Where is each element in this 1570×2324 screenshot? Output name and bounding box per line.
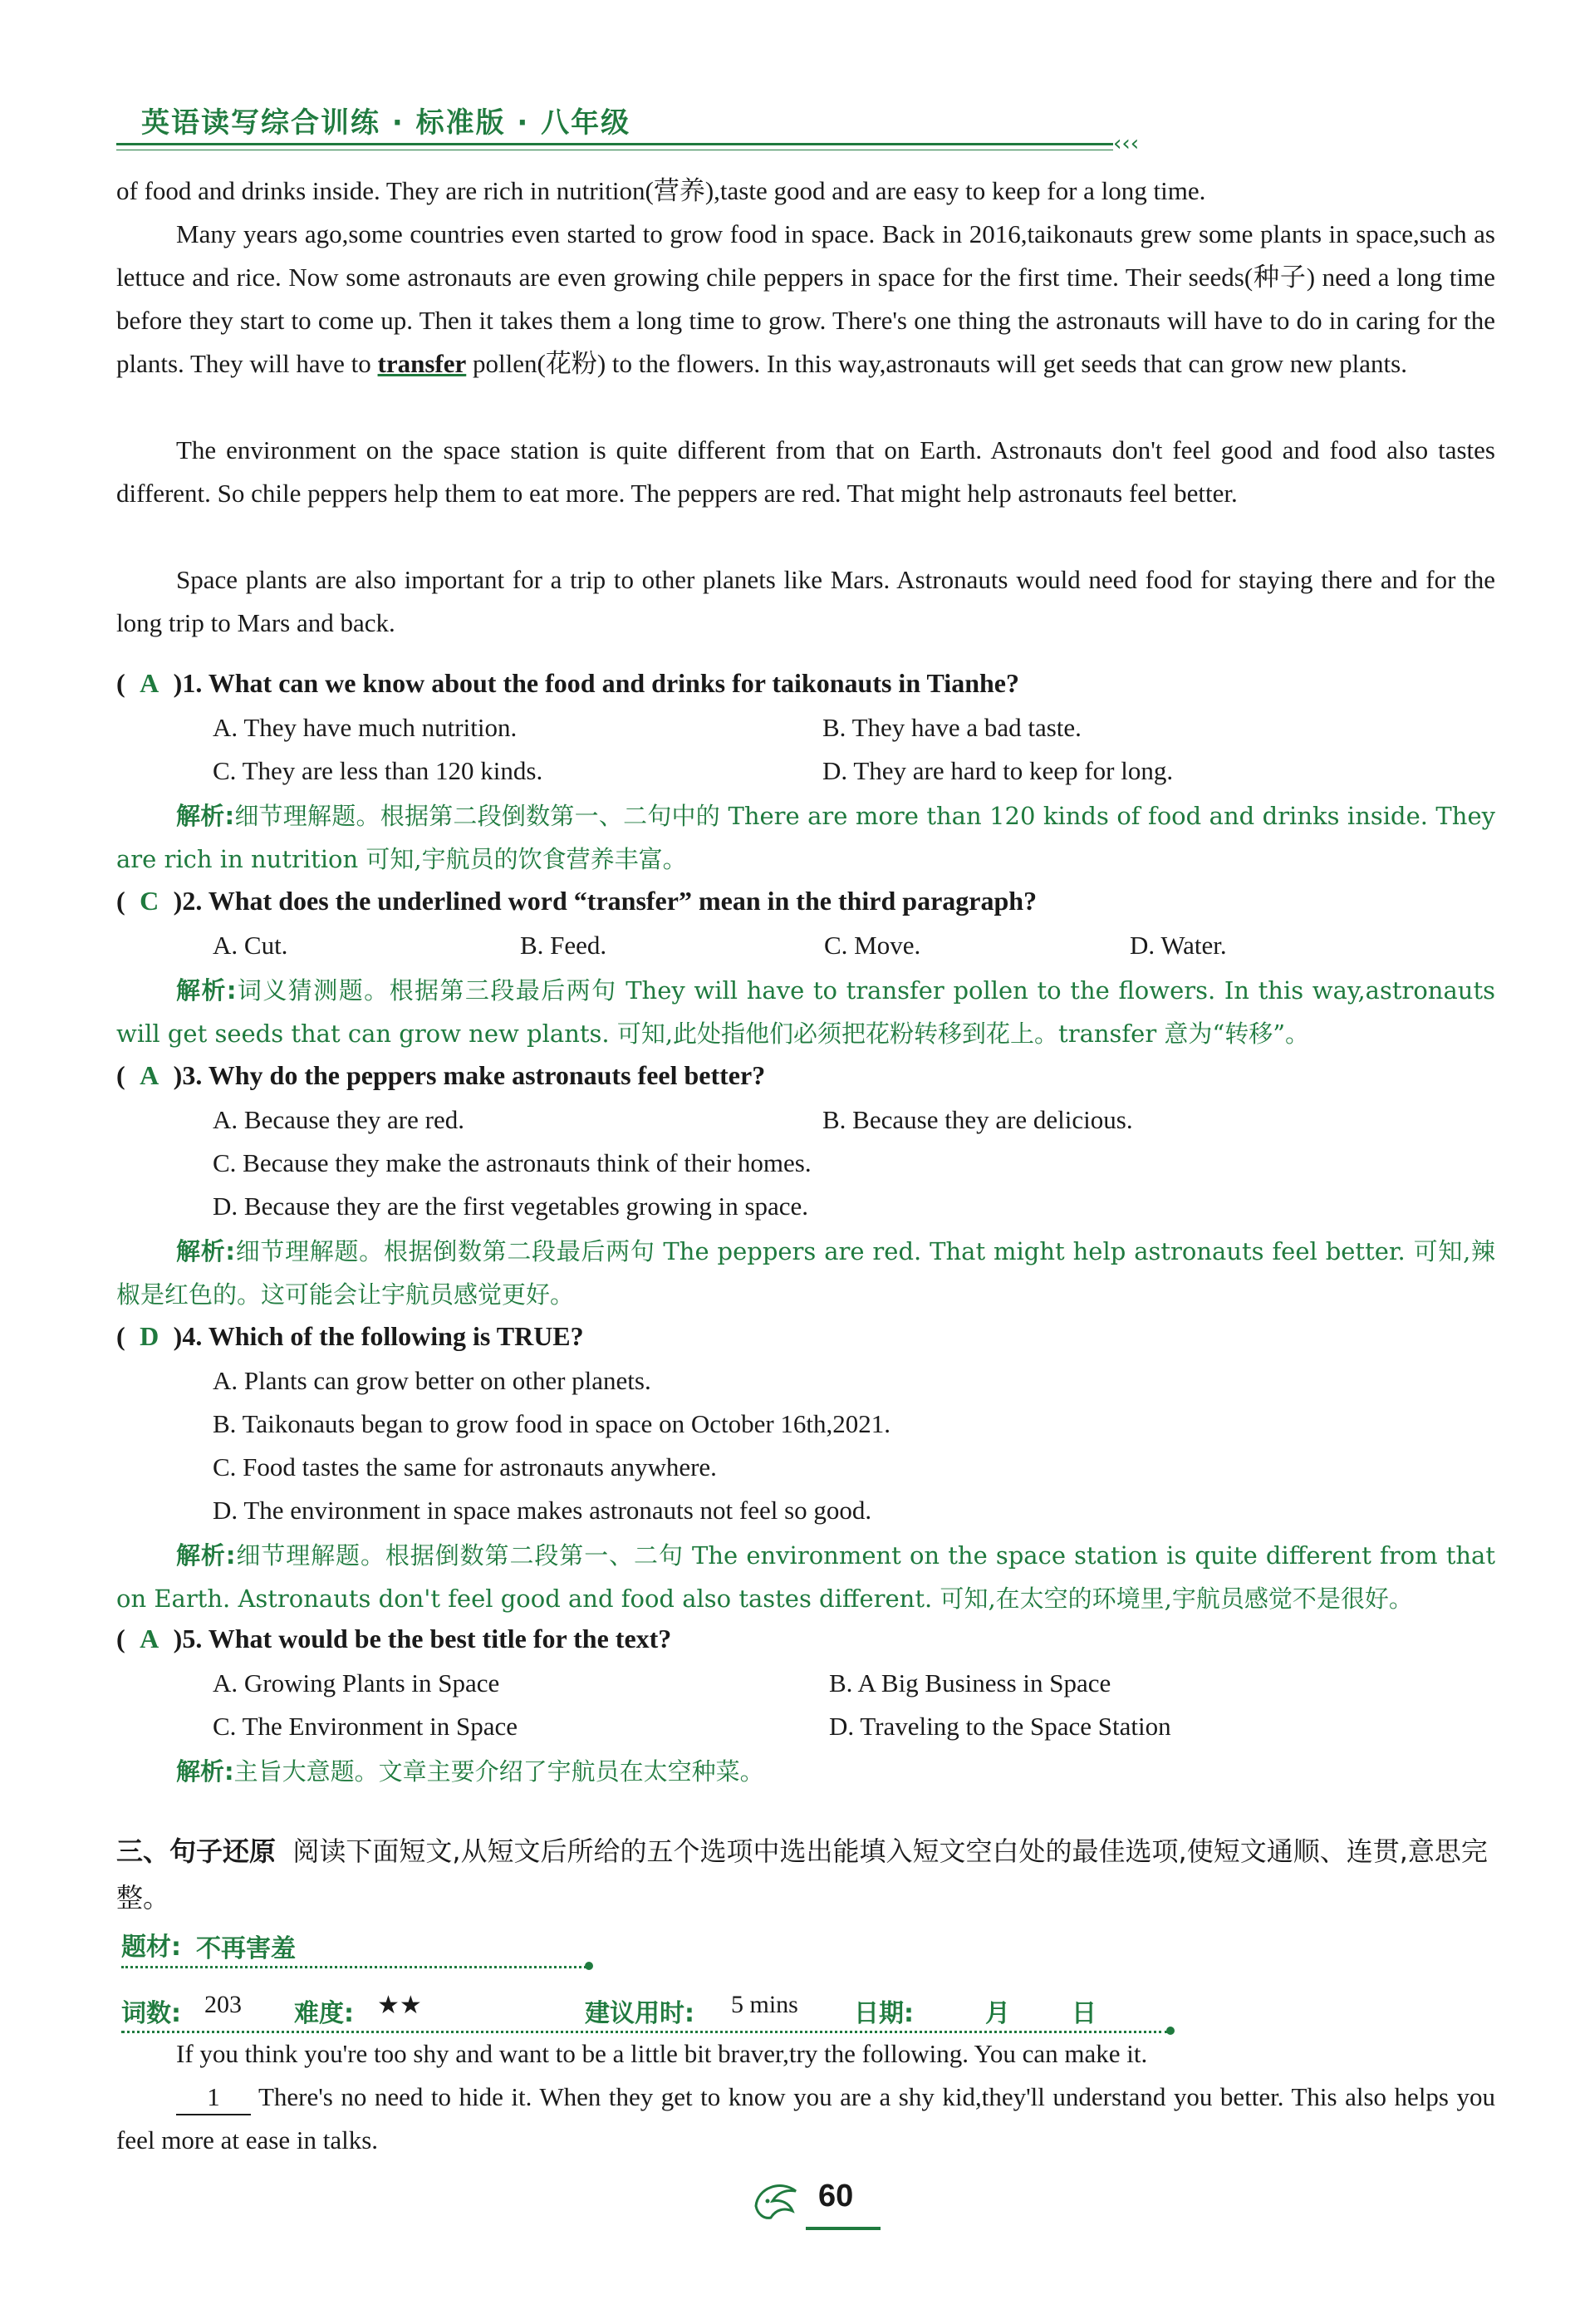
option-1b: B. They have a bad taste.: [822, 713, 1082, 742]
difficulty-stars: ★★: [377, 1991, 422, 2020]
question-4: ( D )4. Which of the following is TRUE?: [116, 1314, 1495, 1358]
difficulty-label: 难度:: [294, 1999, 354, 2028]
date-month: 月: [985, 1999, 1010, 2028]
option-1c: C. They are less than 120 kinds.: [213, 756, 543, 785]
analysis-2: 解析:词义猜测题。根据第三段最后两句 They will have to transfer pollen to the flowers. In this way,astronauts will get seeds that can grow new plants. 可知,此处指他们必须把花粉转移到花上。transfer 意为“转移”。: [116, 976, 1495, 1048]
option-3a: A. Because they are red.: [213, 1105, 464, 1134]
option-5a: A. Growing Plants in Space: [213, 1668, 500, 1698]
passage2-paragraph-2: 1 There's no need to hide it. When they get to know you are a shy kid,they'll understand you better. This also helps you feel more at ease in talks.: [116, 2082, 1495, 2154]
underlined-word: transfer: [377, 349, 467, 378]
section-heading: 三、句子还原 阅读下面短文,从短文后所给的五个选项中选出能填入短文空白处的最佳选项,使短文通顺、连贯,意思完整。: [116, 1835, 1488, 1914]
page-number: 60: [818, 2179, 854, 2213]
topic-value: 不再害羞: [196, 1934, 296, 1963]
option-1a: A. They have much nutrition.: [213, 713, 518, 742]
option-2d: D. Water.: [1130, 931, 1227, 960]
option-3c: C. Because they make the astronauts think of their homes.: [213, 1148, 812, 1177]
analysis-4: 解析:细节理解题。根据倒数第二段第一、二句 The environment on the space station is quite different from that on Earth. Astronauts don't feel good and food also tastes different. 可知,在太空的环境里,宇航员感觉不是很好。: [116, 1541, 1495, 1613]
option-4c: C. Food tastes the same for astronauts anywhere.: [213, 1452, 717, 1481]
answer-4: D: [140, 1321, 159, 1351]
answer-3: A: [140, 1060, 159, 1090]
header-divider: [116, 143, 1113, 145]
suggested-time-label: 建议用时:: [585, 1999, 694, 2028]
topic-label: 题材:: [121, 1933, 181, 1962]
passage-paragraph-4: Space plants are also important for a trip to other planets like Mars. Astronauts would need food for staying there and for the long trip to Mars and back.: [116, 565, 1495, 637]
option-5c: C. The Environment in Space: [213, 1712, 518, 1741]
date-day: 日: [1072, 1999, 1097, 2028]
option-2a: A. Cut.: [213, 931, 288, 960]
topic-dotted-rule: [121, 1966, 586, 1968]
passage2-line-1: If you think you're too shy and want to be a little bit braver,try the following. You can make it.: [176, 2039, 1148, 2068]
option-4b: B. Taikonauts began to grow food in space on October 16th,2021.: [213, 1409, 891, 1438]
analysis-1: 解析:细节理解题。根据第二段倒数第一、二句中的 There are more than 120 kinds of food and drinks inside. They are rich in nutrition 可知,宇航员的饮食营养丰富。: [116, 802, 1495, 873]
passage-paragraph-1: of food and drinks inside. They are rich in nutrition(营养),taste good and are easy to keep for a long time.: [116, 176, 1206, 205]
answer-5: A: [140, 1624, 159, 1653]
dot-icon: [585, 1962, 593, 1970]
option-3b: B. Because they are delicious.: [822, 1105, 1133, 1134]
word-count-value: 203: [204, 1991, 242, 2018]
page-number-underline: [806, 2227, 881, 2230]
word-count-label: 词数:: [121, 1999, 181, 2028]
option-5b: B. A Big Business in Space: [829, 1668, 1111, 1698]
suggested-time-value: 5 mins: [731, 1991, 798, 2018]
question-1: ( A )1. What can we know about the food and drinks for taikonauts in Tianhe?: [116, 661, 1495, 705]
option-4a: A. Plants can grow better on other planets.: [213, 1366, 651, 1395]
book-title: 英语读写综合训练 · 标准版 · 八年级: [141, 106, 631, 140]
analysis-3: 解析:细节理解题。根据倒数第二段最后两句 The peppers are red. That might help astronauts feel better. 可知,辣椒是红色的。这可能会让宇航员感觉更好。: [116, 1237, 1495, 1309]
passage-paragraph-3: The environment on the space station is quite different from that on Earth. Astronauts don't feel good and food also tastes different. So chile peppers help them to eat more. The peppers are red. That might help astronauts feel better.: [116, 435, 1495, 508]
answer-2: C: [140, 886, 159, 916]
blank-1: 1: [176, 2081, 251, 2115]
passage-paragraph-2: Many years ago,some countries even started to grow food in space. Back in 2016,taikonauts grew some plants in space,such as lettuce and rice. Now some astronauts are even growing chile peppers in space for the first time. Their seeds(种子) need a long time before they start to come up. Then it takes them a long time to grow. There's one thing the astronauts will have to do in caring for the plants. They will have to transfer pollen(花粉) to the flowers. In this way,astronauts will get seeds that can grow new plants.: [116, 219, 1495, 378]
option-2b: B. Feed.: [520, 931, 607, 960]
chevron-left-icon: ‹‹‹: [1113, 131, 1140, 156]
answer-1: A: [140, 668, 159, 698]
question-3: ( A )3. Why do the peppers make astronauts feel better?: [116, 1054, 1495, 1097]
dolphin-logo-icon: [748, 2173, 806, 2231]
option-5d: D. Traveling to the Space Station: [829, 1712, 1171, 1741]
question-5: ( A )5. What would be the best title for the text?: [116, 1617, 1495, 1660]
option-2c: C. Move.: [824, 931, 921, 960]
analysis-5: 解析:主旨大意题。文章主要介绍了宇航员在太空种菜。: [176, 1757, 764, 1786]
option-4d: D. The environment in space makes astronauts not feel so good.: [213, 1496, 872, 1525]
date-label: 日期:: [854, 1999, 914, 2028]
option-1d: D. They are hard to keep for long.: [822, 756, 1174, 785]
question-2: ( C )2. What does the underlined word “transfer” mean in the third paragraph?: [116, 879, 1495, 922]
option-3d: D. Because they are the first vegetables growing in space.: [213, 1191, 809, 1221]
